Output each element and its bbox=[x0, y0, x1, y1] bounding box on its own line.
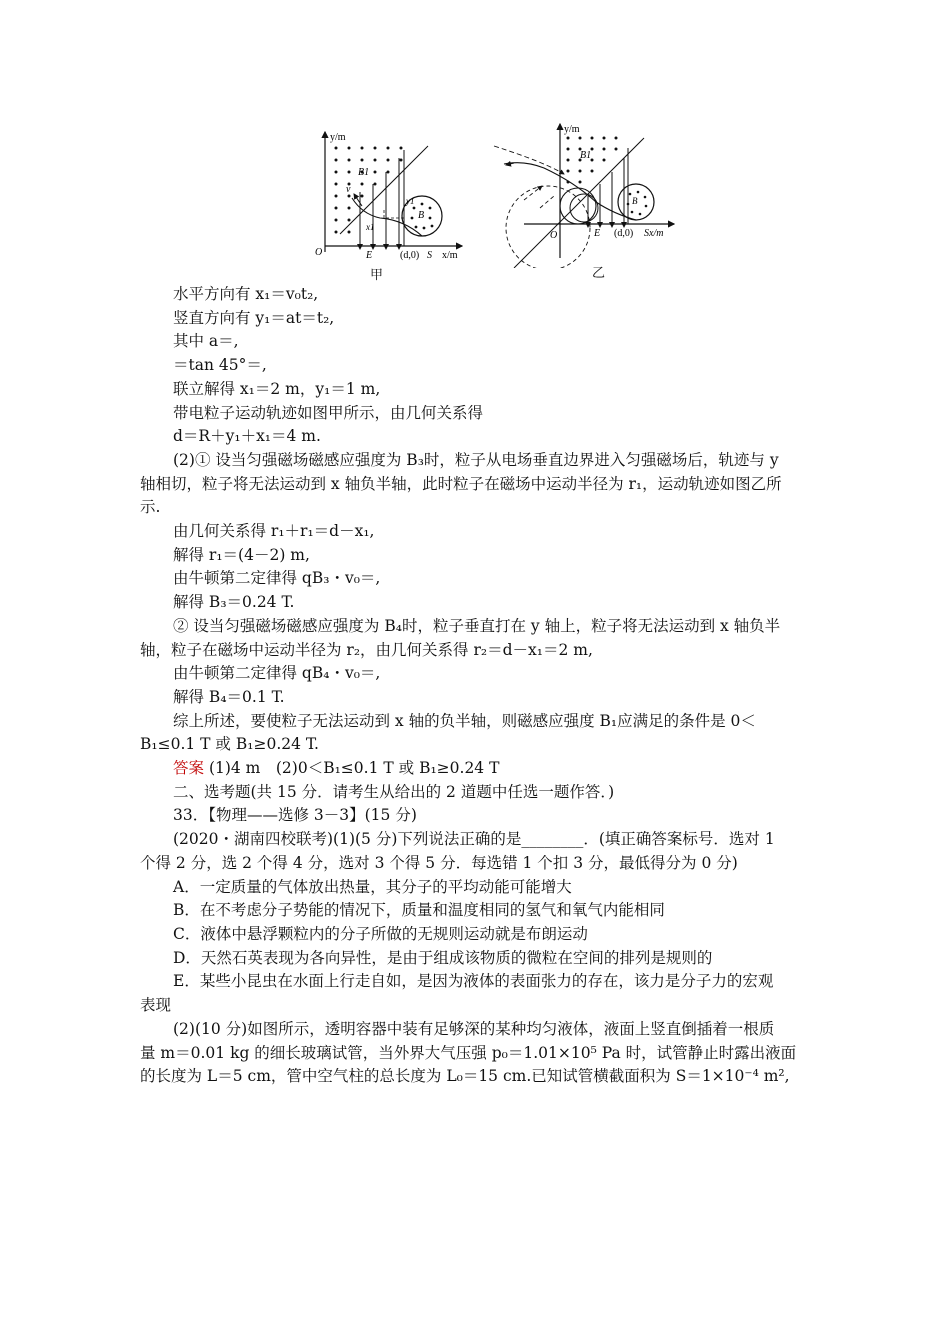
text-line: 解得 B₄＝0.1 T. bbox=[173, 687, 285, 706]
field-dot bbox=[361, 183, 364, 186]
field-dot bbox=[335, 219, 338, 222]
option-d: D．天然石英表现为各向异性，是由于组成该物质的微粒在空间的排列是规则的 bbox=[173, 948, 713, 967]
label-x-axis: x/m bbox=[442, 250, 458, 261]
figure-right-svg bbox=[484, 118, 684, 268]
text-line: 量 m＝0.01 kg 的细长玻璃试管，当外界大气压强 p₀＝1.01×10⁵ Pa 时，试管静止时露出液面 bbox=[140, 1043, 797, 1062]
text-line: 竖直方向有 y₁＝at＝t₂, bbox=[173, 308, 335, 327]
option-c: C．液体中悬浮颗粒内的分子所做的无规则运动就是布朗运动 bbox=[173, 924, 588, 943]
label-v: v bbox=[346, 184, 351, 195]
figure-right bbox=[484, 118, 684, 268]
field-dot bbox=[567, 148, 570, 151]
option-e: E．某些小昆虫在水面上行走自如，是因为液体的表面张力的存在，该力是分子力的宏观 bbox=[173, 972, 774, 991]
field-dot bbox=[567, 159, 570, 162]
label-s: S bbox=[427, 250, 432, 261]
field-dot bbox=[615, 137, 618, 140]
text-line: 带电粒子运动轨迹如图甲所示，由几何关系得 bbox=[173, 403, 484, 422]
field-dot bbox=[361, 147, 364, 150]
field-dot bbox=[335, 207, 338, 210]
label-sx-right: Sx/m bbox=[644, 228, 664, 239]
field-dot bbox=[603, 159, 606, 162]
field-dot bbox=[348, 171, 351, 174]
text-line: 个得 2 分，选 2 个得 4 分，选对 3 个得 5 分．每选错 1 个扣 3 分，最低得分为 0 分) bbox=[140, 853, 738, 872]
text-line: 由牛顿第二定律得 qB₄・v₀＝, bbox=[173, 664, 381, 683]
option-b: B．在不考虑分子势能的情况下，质量和温度相同的氢气和氧气内能相同 bbox=[173, 901, 665, 920]
text-line: 其中 a＝, bbox=[173, 332, 239, 351]
label-y-axis: y/m bbox=[330, 132, 346, 143]
text-line: 联立解得 x₁＝2 m，y₁＝1 m, bbox=[173, 379, 381, 398]
caption-right: 乙 bbox=[592, 266, 606, 281]
field-dot bbox=[335, 195, 338, 198]
text-line: 轴相切，粒子将无法运动到 x 轴负半轴，此时粒子在磁场中运动半径为 r₁，运动轨迹如图乙所 bbox=[140, 474, 782, 493]
label-origin: O bbox=[315, 247, 323, 258]
field-dot bbox=[335, 171, 338, 174]
field-dot bbox=[567, 137, 570, 140]
field-dot bbox=[374, 171, 377, 174]
field-dot bbox=[335, 147, 338, 150]
text-line: 的长度为 L＝5 cm，管中空气柱的总长度为 L₀＝15 cm.已知试管横截面积为 S＝1×10⁻⁴ m², bbox=[140, 1067, 790, 1086]
label-x1: x1 bbox=[366, 222, 375, 232]
text-line: 解得 r₁＝(4－2) m, bbox=[173, 545, 310, 564]
text-line: ② 设当匀强磁场磁感应强度为 B₄时，粒子垂直打在 y 轴上，粒子将无法运动到 x 轴负半 bbox=[173, 616, 781, 635]
answer-text: (1)4 m (2)0＜B₁≤0.1 T 或 B₁≥0.24 T bbox=[204, 759, 500, 778]
field-dot bbox=[335, 159, 338, 162]
label-point-right: (d,0) bbox=[614, 228, 634, 239]
field-dot bbox=[348, 219, 351, 222]
label-b-right: B bbox=[632, 196, 638, 206]
text-line: 表现 bbox=[140, 996, 172, 1015]
text-line: ＝tan 45°＝, bbox=[173, 356, 267, 375]
field-dot bbox=[615, 148, 618, 151]
field-dot bbox=[400, 147, 403, 150]
field-dot bbox=[567, 170, 570, 173]
text-line: (2020・湖南四校联考)(1)(5 分)下列说法正确的是________．(填正确答案标号．选对 1 bbox=[173, 830, 775, 849]
field-dot bbox=[579, 181, 582, 184]
field-dot bbox=[400, 159, 403, 162]
field-dot bbox=[361, 159, 364, 162]
solution-text bbox=[140, 283, 820, 1089]
answer-label: 答案 bbox=[173, 759, 205, 778]
text-line: 二、选考题(共 15 分．请考生从给出的 2 道题中任选一题作答．) bbox=[173, 782, 615, 801]
figure-left-svg bbox=[300, 124, 470, 264]
label-point: (d,0) bbox=[400, 250, 420, 261]
field-dot bbox=[348, 147, 351, 150]
field-dot bbox=[603, 148, 606, 151]
field-dot bbox=[374, 183, 377, 186]
label-y1: y1 bbox=[406, 196, 415, 206]
field-dot bbox=[579, 137, 582, 140]
text-line: 水平方向有 x₁＝v₀t₂, bbox=[173, 285, 319, 303]
field-dot bbox=[348, 207, 351, 210]
caption-left: 甲 bbox=[370, 268, 384, 283]
figure-left bbox=[300, 124, 470, 264]
field-dot bbox=[348, 231, 351, 234]
label-b: B bbox=[418, 210, 425, 221]
text-line: 由牛顿第二定律得 qB₃・v₀＝, bbox=[173, 569, 381, 588]
label-e-right: E bbox=[594, 228, 601, 239]
text-line: d＝R＋y₁＋x₁＝4 m. bbox=[173, 427, 321, 446]
answer-line bbox=[140, 757, 820, 781]
label-e: E bbox=[366, 250, 373, 261]
field-dot bbox=[335, 231, 338, 234]
text-line: 解得 B₃＝0.24 T. bbox=[173, 593, 295, 612]
field-dot bbox=[348, 159, 351, 162]
text-line: (2)(10 分)如图所示，透明容器中装有足够深的某种均匀液体，液面上竖直倒插着一根质 bbox=[173, 1019, 775, 1038]
label-b1-right: B1 bbox=[580, 150, 592, 161]
label-y-axis-right: y/m bbox=[564, 124, 580, 135]
label-origin-right: O bbox=[550, 230, 558, 241]
text-line: 33．【物理——选修 3－3】(15 分) bbox=[173, 806, 417, 825]
field-dot bbox=[374, 147, 377, 150]
text-line: 示. bbox=[140, 498, 161, 517]
field-dot bbox=[387, 159, 390, 162]
text-line: 轴，粒子在磁场中运动半径为 r₂，由几何关系得 r₂＝d－x₁＝2 m, bbox=[140, 640, 593, 659]
field-dot bbox=[603, 137, 606, 140]
option-a: A．一定质量的气体放出热量，其分子的平均动能可能增大 bbox=[173, 877, 572, 896]
field-dot bbox=[591, 170, 594, 173]
text-line: (2)① 设当匀强磁场磁感应强度为 B₃时，粒子从电场垂直边界进入匀强磁场后，轨迹与 y bbox=[173, 450, 779, 469]
text-line: 综上所述，要使粒子无法运动到 x 轴的负半轴，则磁感应强度 B₁应满足的条件是 0＜ bbox=[173, 711, 756, 730]
text-line: 由几何关系得 r₁＋r₁＝d－x₁, bbox=[173, 522, 375, 541]
field-dot bbox=[591, 137, 594, 140]
field-dot bbox=[335, 183, 338, 186]
field-dot bbox=[579, 170, 582, 173]
field-dot bbox=[374, 159, 377, 162]
field-dot bbox=[387, 171, 390, 174]
field-dot bbox=[387, 147, 390, 150]
field-dot bbox=[361, 195, 364, 198]
label-b1: B1 bbox=[358, 167, 370, 178]
text-line: B₁≤0.1 T 或 B₁≥0.24 T. bbox=[140, 735, 319, 754]
